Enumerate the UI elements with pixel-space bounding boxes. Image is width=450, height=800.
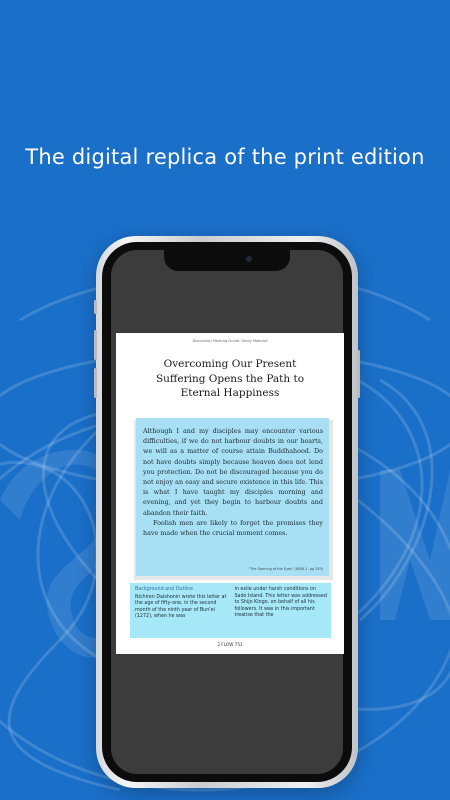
phone-volume-down-button <box>94 368 97 398</box>
background-text: in exile under harsh conditions on Sado Island. This letter was addressed to Shijo Kingo, on behalf of all his followers. It was in this important treatise that the <box>234 587 327 618</box>
quote-text <box>143 426 323 538</box>
background-outline-box <box>130 583 331 638</box>
front-camera-icon <box>246 256 252 262</box>
quote-paragraph: Foolish men are likely to forget the promises they have made when the crucial moment comes. <box>143 518 323 538</box>
phone-volume-up-button <box>94 330 97 360</box>
page-title-line: Overcoming Our Present <box>163 358 297 370</box>
headline: The digital replica of the print edition <box>25 145 425 169</box>
page-title <box>116 357 344 401</box>
phone-silent-switch <box>94 300 97 314</box>
page-folio: 2 FLOW 751 <box>217 642 243 647</box>
quote-box <box>136 418 329 576</box>
quote-citation: "The Opening of the Eyes" (WND-1, pg 283) <box>248 567 323 571</box>
phone-power-button <box>357 350 360 398</box>
background-heading: Background and Outline <box>135 587 194 592</box>
background-column-right <box>235 587 328 621</box>
page-title-line: Eternal Happiness <box>180 387 280 399</box>
background-column-left <box>135 587 228 621</box>
page-title-line: Suffering Opens the Path to <box>155 372 305 385</box>
phone-notch <box>164 250 290 271</box>
background-text: Nichiren Daishonin wrote this letter at the age of fifty-one, in the second month of the ninth year of Bun'ei (1272), when he was <box>135 594 227 619</box>
quote-paragraph: Although I and my disciples may encounter various difficulties, if we do not harbour doubts in our hearts, we will as a matter of course attain Buddhahood. Do not have doubts simply because heaven does not lend you protection. Do not be discouraged because you do not enjoy an easy and secure existence in this life. This is what I have taught my disciples morning and evening, and yet they begin to harbour doubts and abandon their faith. <box>143 427 323 517</box>
page-running-head: Discussion Meeting Guide: Study Material <box>192 339 268 343</box>
magazine-page[interactable] <box>116 333 344 654</box>
